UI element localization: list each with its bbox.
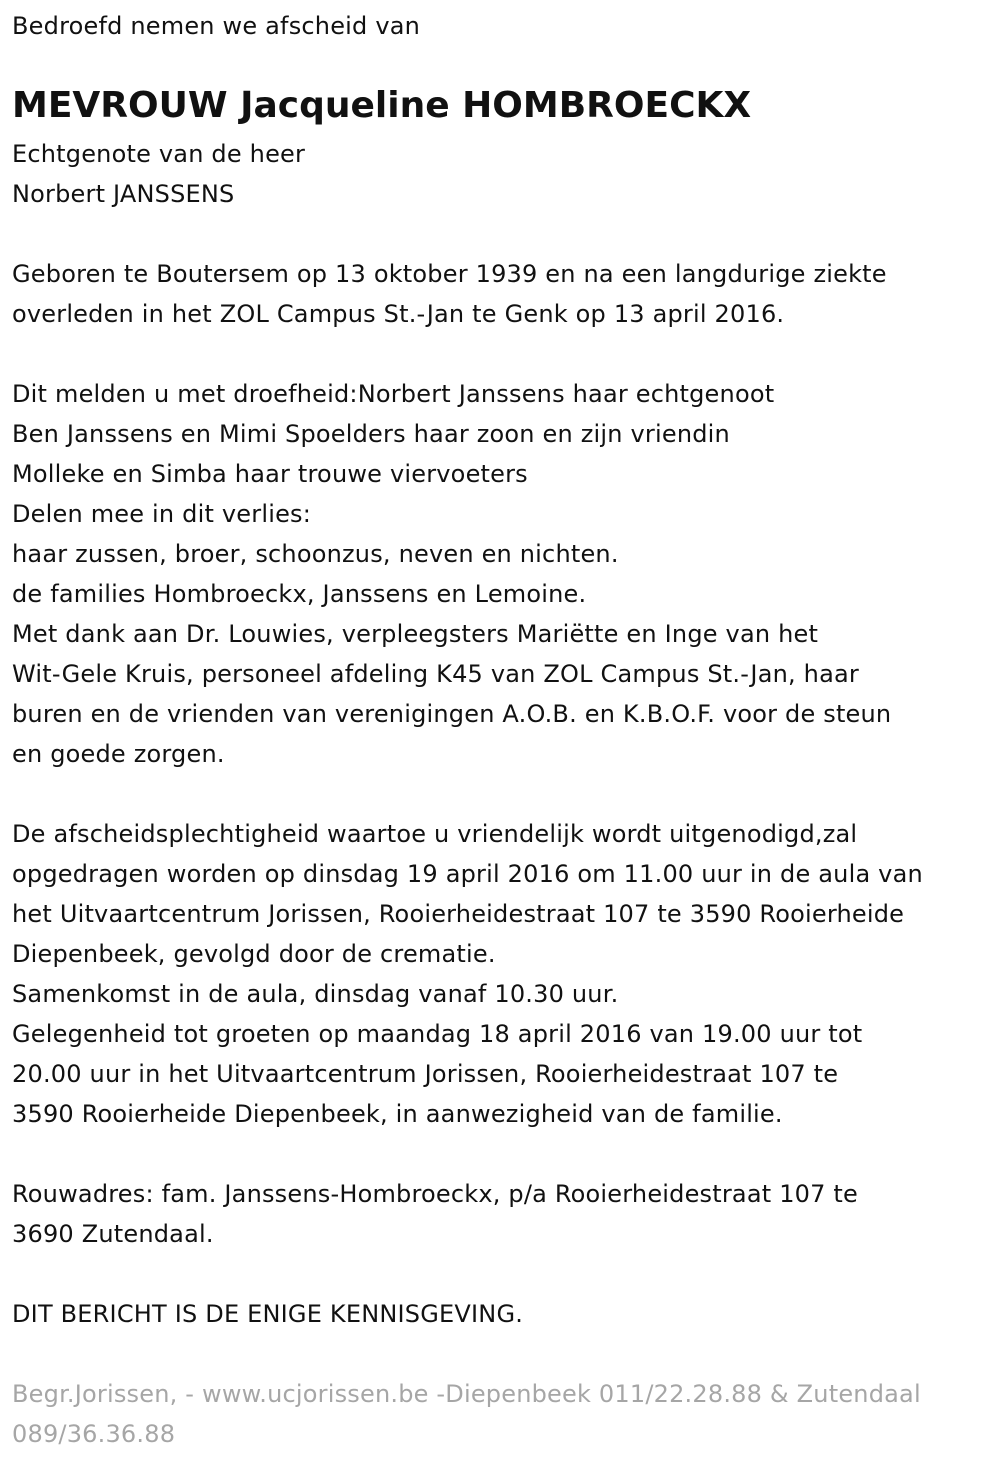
family-line: buren en de vrienden van verenigingen A.O.B. en K.B.O.F. voor de steun <box>12 700 892 728</box>
spouse-line: Echtgenote van de heer <box>12 140 306 168</box>
birth-death-line: Geboren te Boutersem op 13 oktober 1939 en na een langdurige ziekte <box>12 260 887 288</box>
ceremony-line: Gelegenheid tot groeten op maandag 18 april 2016 van 19.00 uur tot <box>12 1020 863 1048</box>
family-line: Ben Janssens en Mimi Spoelders haar zoon en zijn vriendin <box>12 420 730 448</box>
spouse-block <box>12 134 305 214</box>
notice-text: DIT BERICHT IS DE ENIGE KENNISGEVING. <box>12 1300 524 1328</box>
mourning-address-block <box>12 1174 858 1254</box>
ceremony-line: het Uitvaartcentrum Jorissen, Rooierheidestraat 107 te 3590 Rooierheide <box>12 900 905 928</box>
footer-line: 089/36.36.88 <box>12 1420 176 1448</box>
address-line: 3690 Zutendaal. <box>12 1220 214 1248</box>
birth-death-block <box>12 254 887 334</box>
family-line: de families Hombroeckx, Janssens en Lemoine. <box>12 580 587 608</box>
address-line: Rouwadres: fam. Janssens-Hombroeckx, p/a Rooierheidestraat 107 te <box>12 1180 859 1208</box>
footer <box>12 1374 921 1454</box>
ceremony-line: opgedragen worden op dinsdag 19 april 2016 om 11.00 uur in de aula van <box>12 860 923 888</box>
family-line: Dit melden u met droefheid:Norbert Janssens haar echtgenoot <box>12 380 775 408</box>
spouse-line: Norbert JANSSENS <box>12 180 235 208</box>
family-block <box>12 374 891 774</box>
footer-line: Begr.Jorissen, - www.ucjorissen.be -Diepenbeek 011/22.28.88 & Zutendaal <box>12 1380 921 1408</box>
birth-death-line: overleden in het ZOL Campus St.-Jan te Genk op 13 april 2016. <box>12 300 785 328</box>
ceremony-block <box>12 814 923 1134</box>
family-line: en goede zorgen. <box>12 740 225 768</box>
ceremony-line: De afscheidsplechtigheid waartoe u vriendelijk wordt uitgenodigd,zal <box>12 820 858 848</box>
ceremony-line: Samenkomst in de aula, dinsdag vanaf 10.30 uur. <box>12 980 619 1008</box>
ceremony-line: Diepenbeek, gevolgd door de crematie. <box>12 940 496 968</box>
ceremony-line: 20.00 uur in het Uitvaartcentrum Jorissen, Rooierheidestraat 107 te <box>12 1060 839 1088</box>
deceased-name: MEVROUW Jacqueline HOMBROECKX <box>12 85 752 126</box>
family-line: Wit-Gele Kruis, personeel afdeling K45 van ZOL Campus St.-Jan, haar <box>12 660 859 688</box>
intro-text: Bedroefd nemen we afscheid van <box>12 12 421 40</box>
family-line: haar zussen, broer, schoonzus, neven en nichten. <box>12 540 619 568</box>
family-line: Delen mee in dit verlies: <box>12 500 312 528</box>
notice-block <box>12 1294 523 1334</box>
family-line: Molleke en Simba haar trouwe viervoeters <box>12 460 528 488</box>
ceremony-line: 3590 Rooierheide Diepenbeek, in aanwezigheid van de familie. <box>12 1100 783 1128</box>
family-line: Met dank aan Dr. Louwies, verpleegsters Mariëtte en Inge van het <box>12 620 819 648</box>
